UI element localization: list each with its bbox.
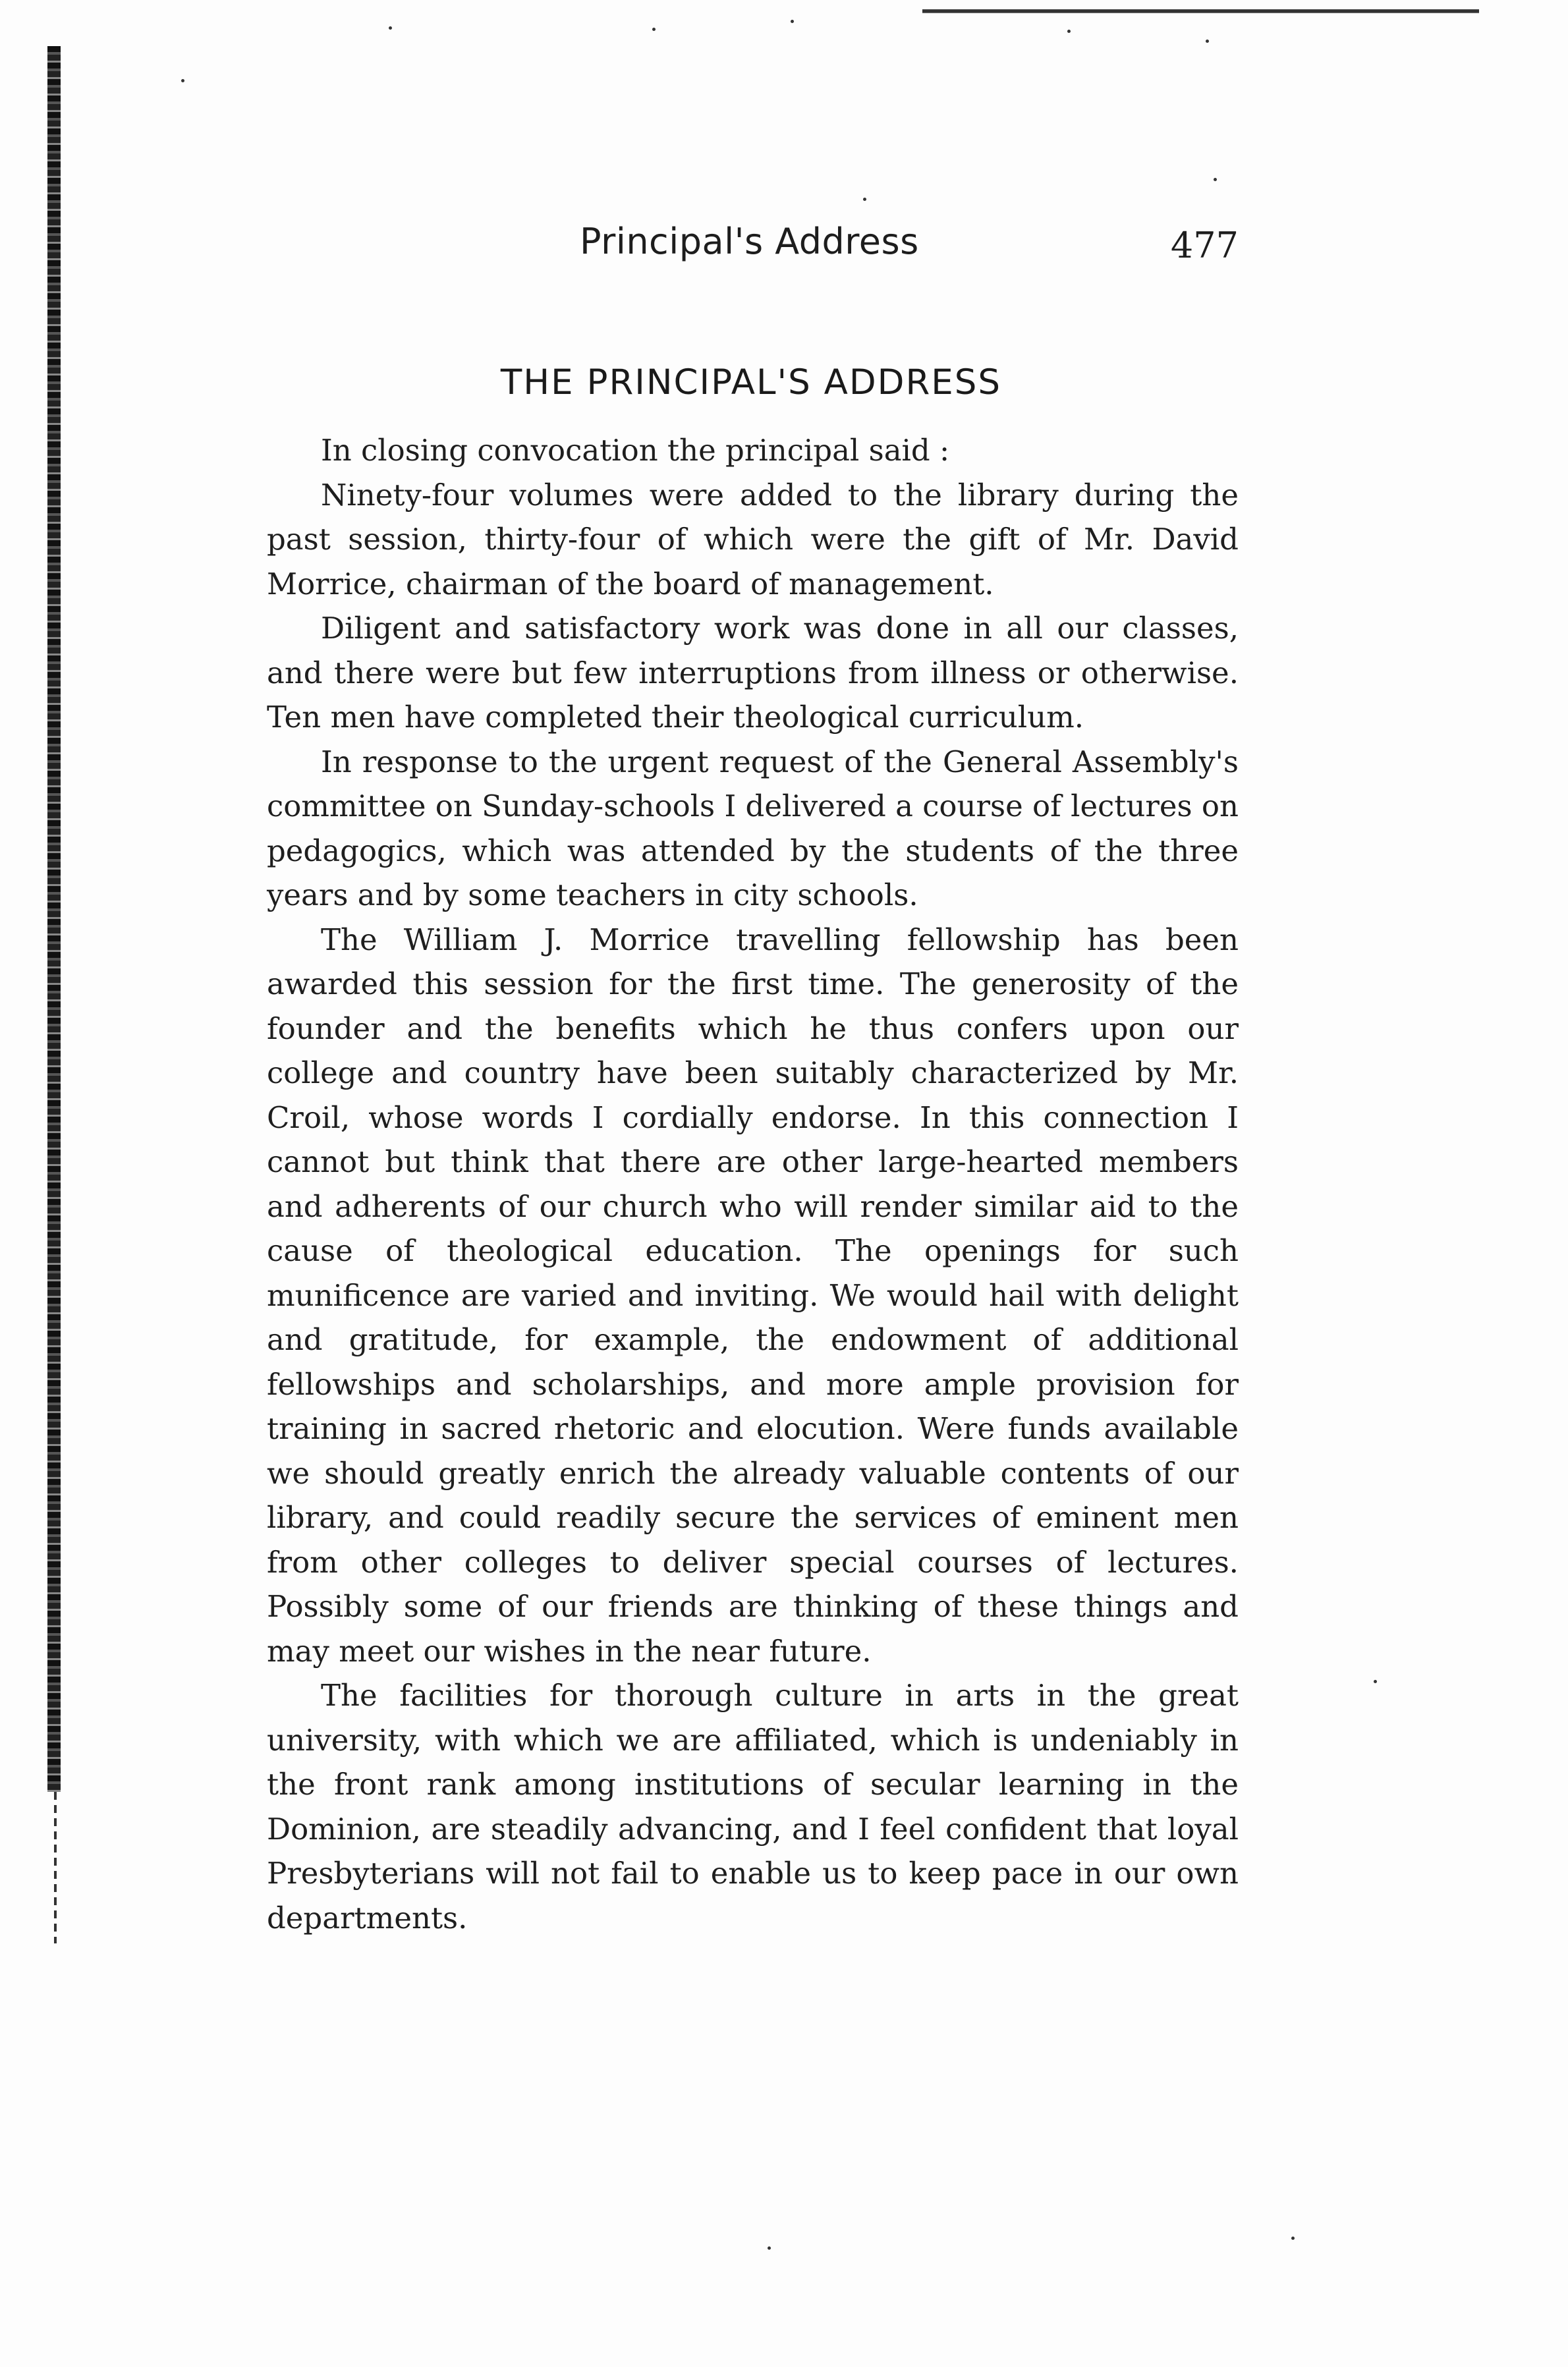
paragraph-university: The facilities for thorough culture in arts in the great university, with which we are affiliated, which is undeniably in the front rank among institutions of secular learning in the Dominion, are steadily advancing, and I feel confident that loyal Presbyterians will not fail to enable us to keep pace in our own departments. — [267, 1678, 1239, 1935]
page-number: 477 — [1170, 225, 1239, 266]
scan-speck — [1291, 2237, 1295, 2240]
scan-speck — [863, 198, 866, 201]
binding-edge-tail — [54, 1792, 57, 1943]
paragraph-classes: Diligent and satisfactory work was done in all our classes, and there were but few interruptions from illness or otherwise. Ten men have completed their theological curriculum. — [267, 611, 1239, 735]
scan-speck — [1067, 30, 1071, 33]
scan-speck — [1214, 178, 1217, 181]
scan-top-rule — [922, 9, 1479, 13]
scan-speck — [1206, 40, 1209, 43]
paragraph-lectures: In response to the urgent request of the General Assembly's committee on Sunday-schools I delivered a course of lectures on pedagogics, which was attended by the students of the three years and by some teachers in city schools. — [267, 744, 1239, 912]
scan-speck — [768, 2246, 771, 2250]
binding-edge — [47, 46, 61, 1792]
article-body — [267, 428, 1239, 1940]
running-head-title: Principal's Address — [580, 221, 919, 262]
article-title: THE PRINCIPAL'S ADDRESS — [500, 362, 1002, 403]
running-head — [580, 221, 1239, 280]
scan-speck — [389, 26, 392, 30]
paragraph-library: Ninety-four volumes were added to the library during the past session, thirty-four of which were the gift of Mr. David Morrice, chairman of the board of management. — [267, 477, 1239, 601]
scan-speck — [791, 20, 794, 23]
scan-speck — [1374, 1680, 1377, 1683]
scan-speck — [652, 28, 656, 31]
paragraph-opening: In closing convocation the principal said : — [321, 433, 950, 468]
paragraph-fellowship: The William J. Morrice travelling fellowship has been awarded this session for the first time. The generosity of the founder and the benefits which he thus confers upon our college and country have been suitably characterized by Mr. Croil, whose words I cordially endorse. In this connection I cannot but think that there are other large-hearted members and adherents of our church who will render similar aid to the cause of theological education. The openings for such munificence are varied and inviting. We would hail with delight and gratitude, for example, the endowment of additional fellowships and scholarships, and more ample provision for training in sacred rhetoric and elocution. Were funds available we should greatly enrich the already valuable contents of our library, and could readily secure the services of eminent men from other colleges to deliver special courses of lectures. Possibly some of our friends are thinking of these things and may meet our wishes in the near future. — [267, 922, 1239, 1669]
scan-speck — [181, 79, 184, 82]
